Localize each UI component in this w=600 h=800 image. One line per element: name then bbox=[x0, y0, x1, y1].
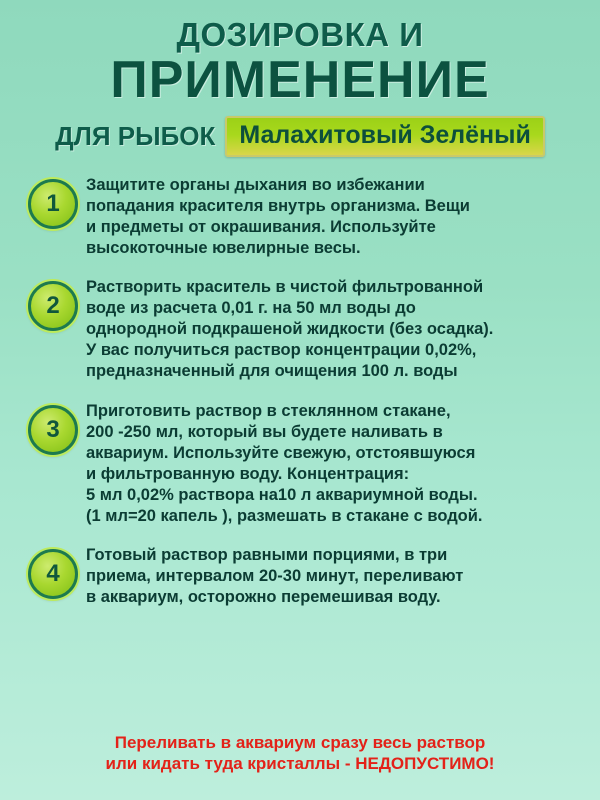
steps-list bbox=[0, 173, 600, 609]
step-line: Готовый раствор равными порциями, в три bbox=[86, 546, 448, 565]
step-text bbox=[84, 543, 582, 608]
step-line: 200 -250 мл, который вы будете наливать в bbox=[86, 422, 443, 441]
step-line: в аквариум, осторожно перемешивая воду. bbox=[86, 588, 441, 607]
step-line: предназначенный для очищения 100 л. воды bbox=[86, 362, 458, 381]
step-number-badge: 4 bbox=[28, 549, 78, 599]
list-item bbox=[22, 173, 582, 259]
step-line: высокоточные ювелирные весы. bbox=[86, 238, 361, 257]
list-item bbox=[22, 275, 582, 383]
step-line: 5 мл 0,02% раствора на10 л аквариумной воды. bbox=[86, 486, 478, 505]
subtitle-text: ДЛЯ РЫБОК bbox=[55, 120, 216, 151]
step-line: Приготовить раствор в стеклянном стакане, bbox=[86, 401, 451, 420]
list-item bbox=[22, 543, 582, 608]
step-bullet-wrap bbox=[22, 543, 84, 599]
page-title-line1: ДОЗИРОВКА И bbox=[176, 16, 424, 53]
list-item bbox=[22, 399, 582, 528]
product-badge bbox=[225, 116, 544, 157]
step-text bbox=[84, 275, 582, 383]
header bbox=[0, 0, 600, 157]
step-line: и фильтрованную воду. Концентрация: bbox=[86, 464, 410, 483]
step-number-badge: 1 bbox=[28, 179, 78, 229]
step-line: Растворить краситель в чистой фильтрованной bbox=[86, 278, 484, 297]
step-line: (1 мл=20 капель ), размешать в стакане с водой. bbox=[86, 507, 483, 526]
step-line: воде из расчета 0,01 г. на 50 мл воды до bbox=[86, 299, 416, 318]
subtitle-row bbox=[0, 116, 600, 157]
warning-line-2: или кидать туда кристаллы - НЕДОПУСТИМО! bbox=[105, 753, 495, 773]
warning-line-1: Переливать в аквариум сразу весь раствор bbox=[114, 732, 486, 752]
step-line: Защитите органы дыхания во избежании bbox=[86, 175, 425, 194]
step-bullet-wrap bbox=[22, 275, 84, 331]
step-line: попадания красителя внутрь организма. Вещи bbox=[86, 196, 470, 215]
step-line: однородной подкрашеной жидкости (без осадка). bbox=[86, 320, 494, 339]
step-line: аквариум. Используйте свежую, отстоявшуюся bbox=[86, 443, 476, 462]
step-text bbox=[84, 399, 582, 528]
step-bullet-wrap bbox=[22, 173, 84, 229]
product-badge-label: Малахитовый Зелёный bbox=[239, 120, 531, 149]
step-text bbox=[84, 173, 582, 259]
step-number-badge: 3 bbox=[28, 405, 78, 455]
page-title-line2: ПРИМЕНЕНИЕ bbox=[110, 51, 490, 109]
step-line: приема, интервалом 20-30 минут, переливают bbox=[86, 567, 464, 586]
step-number-badge: 2 bbox=[28, 281, 78, 331]
step-bullet-wrap bbox=[22, 399, 84, 455]
step-line: У вас получиться раствор концентрации 0,02%, bbox=[86, 341, 477, 360]
step-line: и предметы от окрашивания. Используйте bbox=[86, 217, 436, 236]
warning-note bbox=[0, 732, 600, 775]
